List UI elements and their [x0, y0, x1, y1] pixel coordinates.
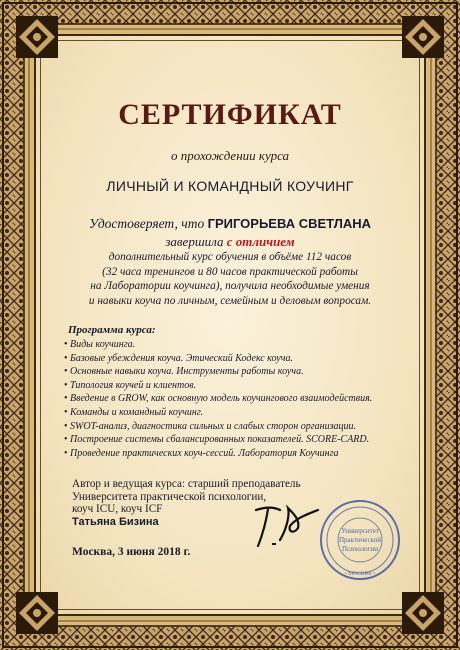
- program-list: [64, 338, 424, 460]
- program-item: • Базовые убеждения коуча. Этический Кодекс коуча.: [64, 352, 424, 366]
- corner-ornament-icon: [14, 14, 60, 60]
- certifies-text: Удостоверяет, что: [88, 216, 205, 231]
- recipient-name: ГРИГОРЬЕВА СВЕТЛАНА: [207, 216, 372, 231]
- signature-icon: [250, 500, 322, 552]
- certifies-line: [0, 216, 460, 232]
- program-item: • Команды и командный коучинг.: [64, 406, 424, 420]
- svg-text:Практической: Практической: [339, 536, 381, 544]
- svg-text:• МОСКВА •: • МОСКВА •: [344, 571, 376, 577]
- program-item: • Проведение практических коуч-сессий. Лаборатория Коучинга: [64, 447, 424, 461]
- corner-ornament-icon: [14, 590, 60, 636]
- author-line: коуч ICU, коуч ICF: [72, 503, 163, 515]
- program-item: • Построение системы сбалансированных показателей. SCORE-CARD.: [64, 433, 424, 447]
- author-line: Университета практической психологии,: [72, 490, 267, 503]
- completion-line: [0, 234, 460, 250]
- university-stamp-icon: [318, 498, 402, 582]
- issue-date: Москва, 3 июня 2018 г.: [72, 546, 191, 558]
- svg-text:Психологии: Психологии: [342, 545, 378, 553]
- corner-ornament-icon: [400, 14, 446, 60]
- corner-ornament-icon: [400, 590, 446, 636]
- certificate-title: СЕРТИФИКАТ: [118, 98, 342, 131]
- program-item: • Типология коучей и клиентов.: [64, 379, 424, 393]
- description-line: (32 часа тренингов и 80 часов практической работы: [102, 265, 358, 278]
- completed-prefix: завершила: [165, 234, 224, 249]
- program-item: • SWOT-анализ, диагностика сильных и слабых сторон организации.: [64, 420, 424, 434]
- program-title: Программа курса:: [68, 324, 156, 336]
- program-item: • Основные навыки коуча. Инструменты работы коуча.: [64, 365, 424, 379]
- author-line: Автор и ведущая курса: старший преподаватель: [72, 478, 301, 490]
- author-name: Татьяна Бизина: [72, 515, 159, 528]
- program-item: • Виды коучинга.: [64, 338, 424, 352]
- program-item: • Введение в GROW, как основную модель коучингового взаимодействия.: [64, 392, 424, 406]
- description-line: и навыки коуча по личным, семейным и деловым вопросам.: [88, 294, 372, 307]
- course-name: ЛИЧНЫЙ И КОМАНДНЫЙ КОУЧИНГ: [106, 178, 354, 194]
- honors-highlight: с отличием: [226, 234, 295, 249]
- certificate-subtitle: о прохождении курса: [170, 148, 290, 163]
- svg-text:Университет: Университет: [341, 527, 379, 535]
- course-description: [0, 250, 460, 308]
- description-line: на Лаборатории коучинга), получила необходимые умения: [90, 280, 370, 292]
- description-line: дополнительный курс обучения в объёме 112 часов: [108, 251, 352, 263]
